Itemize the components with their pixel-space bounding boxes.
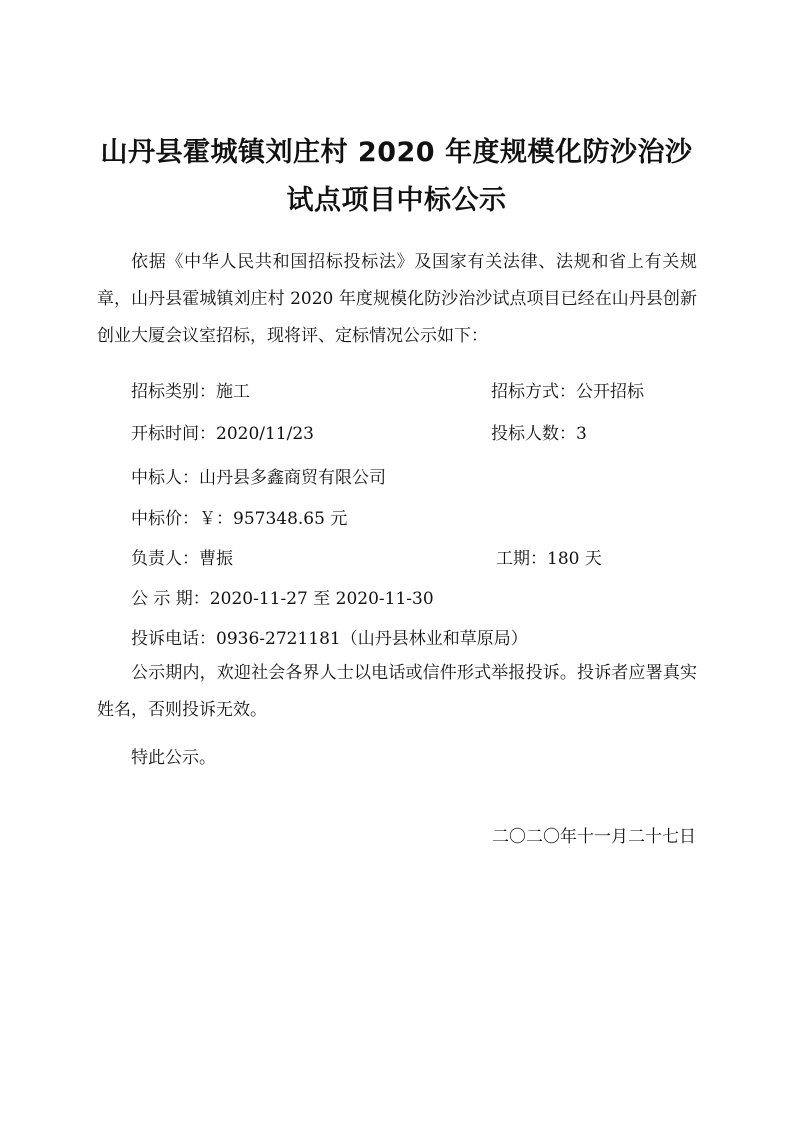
- intro-paragraph: 依据《中华人民共和国招标投标法》及国家有关法律、法规和省上有关规章，山丹县霍城镇刘庄村 2020 年度规模化防沙治沙试点项目已经在山丹县创新创业大厦会议室招标，现将评、定标情况公示如下：: [97, 252, 697, 346]
- bidder-count: 投标人数：3: [491, 424, 587, 444]
- bid-category: 招标类别：施工: [131, 382, 250, 402]
- document-date: 二〇二〇年十一月二十七日: [492, 827, 696, 847]
- winning-price: 中标价：￥：957348.65 元: [131, 509, 348, 529]
- winning-bidder: 中标人：山丹县多鑫商贸有限公司: [131, 468, 386, 488]
- closing-remark: 特此公示。: [131, 748, 216, 768]
- project-manager: 负责人：曹振: [131, 549, 233, 569]
- construction-duration: 工期：180 天: [496, 549, 602, 569]
- open-time: 开标时间：2020/11/23: [131, 424, 314, 444]
- document-title-line-1: 山丹县霍城镇刘庄村 2020 年度规模化防沙治沙: [100, 137, 693, 168]
- document-title-line-2: 试点项目中标公示: [286, 185, 507, 216]
- complaint-phone: 投诉电话：0936-2721181（山丹县林业和草原局）: [131, 629, 528, 649]
- complaint-notice: 公示期内，欢迎社会各界人士以电话或信件形式举报投诉。投诉者应署真实姓名，否则投诉无效。: [97, 663, 697, 720]
- publicity-period: 公 示 期：2020-11-27 至 2020-11-30: [131, 589, 434, 609]
- bid-method: 招标方式：公开招标: [491, 382, 644, 402]
